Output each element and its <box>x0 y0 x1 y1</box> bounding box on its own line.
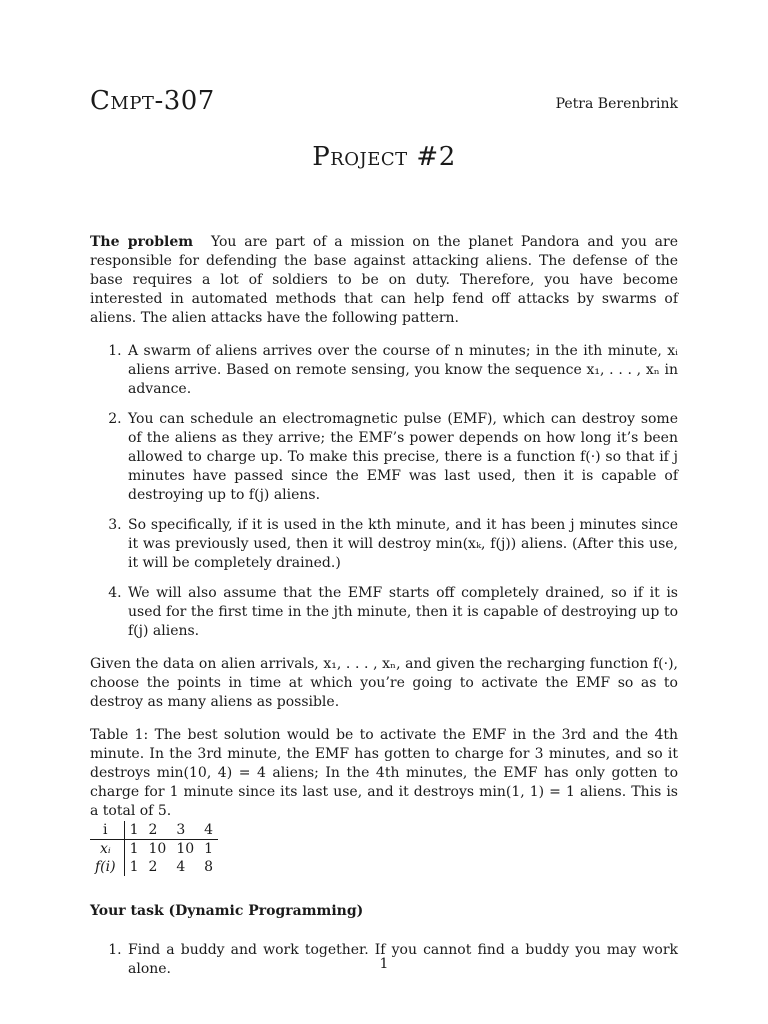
goal-paragraph: Given the data on alien arrivals, x₁, . . . , xₙ, and given the recharging function f(·), choose the points in time at which you’re going to activate the EMF so as to destroy as many aliens as possible. <box>90 656 678 710</box>
table-cell: 1 <box>129 859 139 875</box>
table-row-label: i <box>90 821 124 840</box>
task-heading: Your task (Dynamic Programming) <box>90 903 364 919</box>
list-item: 3. So specifically, if it is used in the kth minute, and it has been j minutes since it was previously used, then it will destroy min(xₖ, f(j)) aliens. (After this use, it will be completely drained.) <box>126 516 678 573</box>
table-row-label: f(i) <box>90 858 124 876</box>
table-cell: 10 <box>148 841 167 857</box>
author-name: Petra Berenbrink <box>555 96 678 112</box>
course-code: Cmpt-307 <box>90 86 215 116</box>
page-number: 1 <box>379 956 389 972</box>
table-row <box>90 858 218 876</box>
document-body <box>90 233 678 993</box>
table-cell: 4 <box>176 859 186 875</box>
table-cell: 8 <box>204 859 214 875</box>
table-cell: 10 <box>176 841 195 857</box>
table-cell: 1 <box>129 841 139 857</box>
table-cell: 1 <box>204 841 214 857</box>
table-caption: Table 1: The best solution would be to activate the EMF in the 3rd and the 4th minute. In the 3rd minute, the EMF has gotten to charge for 3 minutes, and so it destroys min(10, 4) = 4 aliens; In the 4th minutes, the EMF has only gotten to charge for 1 minute since its last use, and it destroys min(1, 1) = 1 aliens. This is a total of 5. <box>90 727 678 819</box>
problem-list <box>90 342 678 641</box>
table-cell: 1 <box>124 821 143 840</box>
list-item: 4. We will also assume that the EMF starts off completely drained, so if it is used for the first time in the jth minute, then it is capable of destroying up to f(j) aliens. <box>126 584 678 641</box>
list-item: 2. You can schedule an electromagnetic pulse (EMF), which can destroy some of the aliens as they arrive; the EMF’s power depends on how long it’s been allowed to charge up. To make this precise, there is a function f(·) so that if j minutes have passed since the EMF was last used, then it is capable of destroying up to f(j) aliens. <box>126 410 678 505</box>
problem-heading: The problem <box>90 234 194 250</box>
problem-paragraph <box>90 233 678 328</box>
table-cell: 4 <box>199 821 218 840</box>
page-title: Project #2 <box>312 142 456 172</box>
table-row-label: xᵢ <box>90 840 124 859</box>
table-cell: 2 <box>144 821 172 840</box>
problem-intro: You are part of a mission on the planet Pandora and you are responsible for defending the base against attacking aliens. The defense of the base requires a lot of soldiers to be on duty. Therefore, you have become interested in automated methods that can help fend off attacks by swarms of aliens. The alien attacks have the following pattern. <box>90 234 678 326</box>
table-row <box>90 840 218 859</box>
list-item: 1. A swarm of aliens arrives over the course of n minutes; in the ith minute, xᵢ aliens arrive. Based on remote sensing, you know the sequence x₁, . . . , xₙ in advance. <box>126 342 678 399</box>
table-cell: 3 <box>171 821 199 840</box>
table-cell: 2 <box>148 859 158 875</box>
data-table <box>90 821 218 876</box>
list-item: 1. Find a buddy and work together. If you cannot find a buddy you may work alone. <box>126 941 678 979</box>
table-row <box>90 821 218 840</box>
